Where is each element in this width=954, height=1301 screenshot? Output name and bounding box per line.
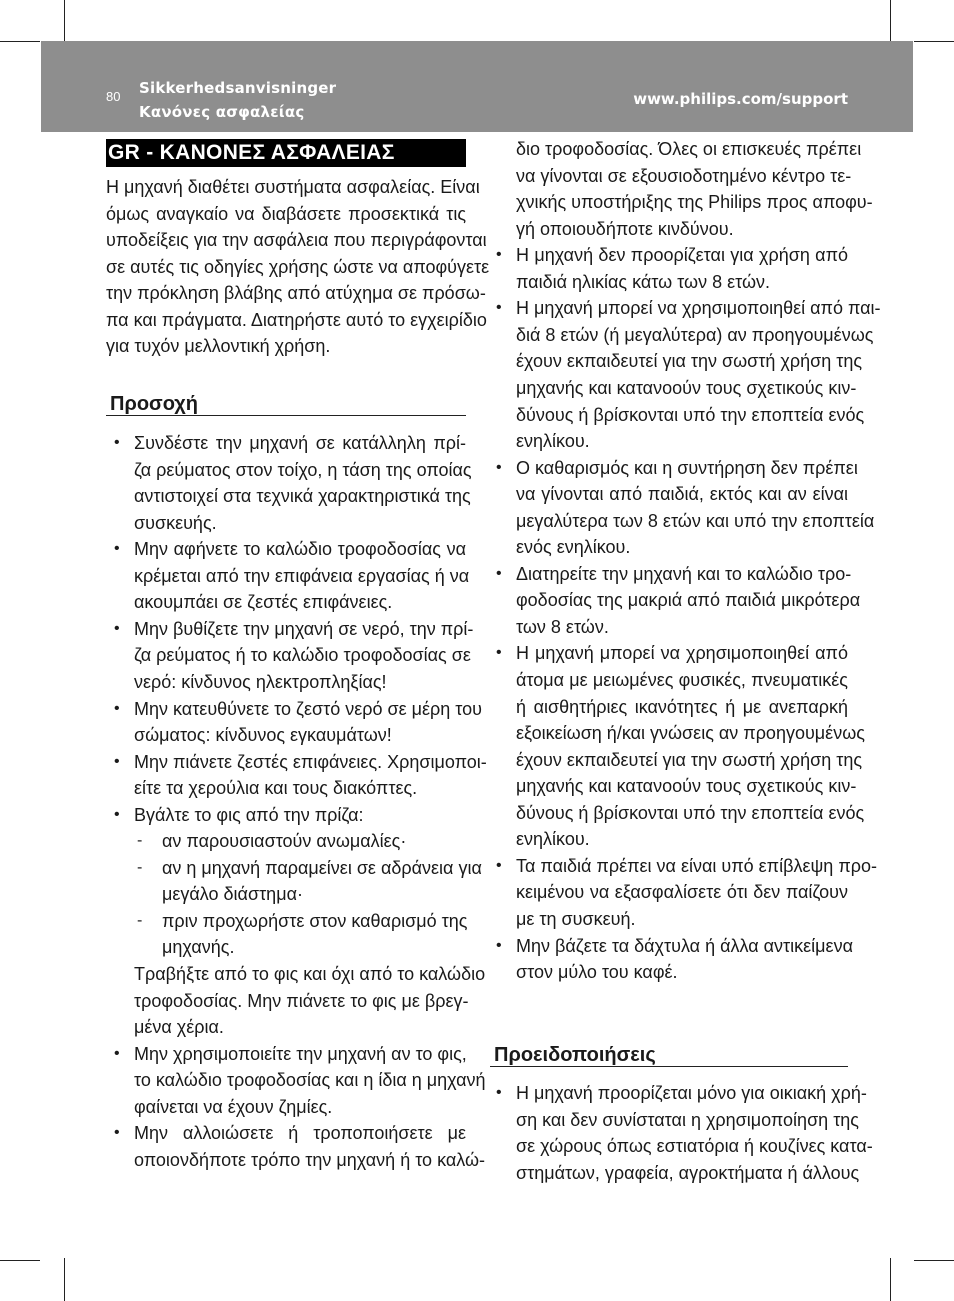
warnings-heading: Προειδοποιήσεις: [490, 1044, 848, 1067]
text-line: των 8 ετών.: [516, 616, 609, 637]
text-line: συσκευής.: [134, 512, 217, 533]
text-line: έχουν εκπαιδευτεί για την σωστή χρήση της: [516, 749, 862, 770]
text-line: είτε τα χερούλια και τους διακόπτες.: [134, 778, 418, 799]
text-line: φαίνεται να έχουν ζημίες.: [134, 1096, 333, 1117]
text-line: μηχανής και κατανοούν τους σχετικούς κιν-: [516, 776, 857, 797]
bullet-icon: •: [496, 458, 502, 476]
text-line: πριν προχωρήστε στον καθαρισμό της: [162, 910, 468, 931]
bullet-icon: •: [114, 752, 120, 770]
bullet-icon: •: [496, 246, 502, 264]
text-line: έχουν εκπαιδευτεί για την σωστή χρήση της: [516, 351, 862, 372]
text-line: δύνους ή βρίσκονται υπό την εποπτεία ενός: [516, 404, 865, 425]
text-line: Η μηχανή δεν προορίζεται για χρήση από: [516, 245, 848, 266]
text-line: γή οποιουδήποτε κινδύνου.: [516, 218, 734, 239]
bullet-icon: •: [114, 805, 120, 823]
text-line: Μην χρησιμοποιείτε την μηχανή αν το φις,: [134, 1043, 467, 1064]
bullet-icon: •: [496, 856, 502, 874]
text-line: παιδιά ηλικίας κάτω των 8 ετών.: [516, 271, 771, 292]
bullet-icon: •: [114, 540, 120, 558]
text-line: Μην βυθίζετε την μηχανή σε νερό, την πρί-: [134, 618, 474, 639]
dash-icon: -: [137, 858, 143, 876]
text-line: Μην αφήνετε το καλώδιο τροφοδοσίας να: [134, 539, 466, 560]
text-line: το καλώδιο τροφοδοσίας και η ίδια η μηχανή: [134, 1070, 486, 1091]
text-line: Τα παιδιά πρέπει να είναι υπό επίβλεψη προ-: [516, 855, 877, 876]
bullet-icon: •: [496, 1084, 502, 1101]
text-line: Ο καθαρισμός και η συντήρηση δεν πρέπει: [516, 457, 858, 478]
dash-icon: -: [137, 832, 143, 850]
bullet-icon: •: [114, 1044, 120, 1062]
bullet-icon: •: [114, 1124, 120, 1142]
text-line: μένα χέρια.: [134, 1017, 224, 1038]
text-line: διά 8 ετών (ή μεγαλύτερα) αν προηγουμένως: [516, 324, 874, 345]
text-line: σε αυτές τις οδηγίες χρήσης ώστε να αποφύγετε: [106, 256, 490, 277]
text-line: ενηλίκου.: [516, 829, 590, 850]
text-line: Συνδέστε την μηχανή σε κατάλληλη πρί-: [134, 433, 466, 453]
text-line: δύνους ή βρίσκονται υπό την εποπτεία ενός: [516, 802, 865, 823]
support-url[interactable]: www.philips.com/support: [633, 90, 848, 108]
text-line: αν η μηχανή παραμείνει σε αδράνεια για: [162, 857, 482, 878]
crop-mark: [0, 41, 40, 42]
text-line: ζα ρεύματος στον τοίχο, η τάση της οποίας: [134, 459, 472, 480]
text-line: ακουμπάει σε ζεστές επιφάνειες.: [134, 592, 393, 613]
section-title: GR - ΚΑΝΟΝΕΣ ΑΣΦΑΛΕΙΑΣ: [106, 139, 466, 167]
text-line: όμως αναγκαίο να διαβάσετε προσεκτικά τις: [106, 203, 466, 224]
text-line: μεγαλύτερα των 8 ετών και υπό την εποπτεία: [516, 510, 875, 531]
text-line: εξοικείωση ή/και γνώσεις αν προηγουμένως: [516, 723, 865, 744]
text-line: Μην κατευθύνετε το ζεστό νερό σε μέρη του: [134, 698, 483, 719]
text-line: ή αισθητήριες ικανότητες ή με ανεπαρκή: [516, 696, 848, 717]
text-line: Η μηχανή μπορεί να χρησιμοποιηθεί από: [516, 643, 848, 664]
text-line: την πρόκληση βλάβης από ατύχημα σε πρόσω-: [106, 283, 486, 304]
text-line: ζα ρεύματος ή το καλώδιο τροφοδοσίας σε: [134, 645, 471, 666]
text-line: νερό: κίνδυνος ηλεκτροπληξίας!: [134, 671, 387, 692]
text-line: για τυχόν μελλοντική χρήση.: [106, 336, 331, 357]
text-line: αν παρουσιαστούν ανωμαλίες·: [162, 831, 407, 852]
text-line: οποιονδήποτε τρόπο την μηχανή ή το καλώ-: [134, 1149, 486, 1170]
bullet-icon: •: [496, 564, 502, 582]
caution-heading: Προσοχή: [106, 393, 466, 416]
header-title-danish: Sikkerhedsanvisninger: [139, 79, 337, 97]
bullet-icon: •: [496, 936, 502, 954]
text-line: σώματος: κίνδυνος εγκαυμάτων!: [134, 725, 392, 746]
crop-mark: [64, 1258, 65, 1301]
bullet-icon: •: [496, 644, 502, 662]
text-line: χνικής υποστήριξης της Philips προς αποφυ-: [516, 192, 873, 213]
text-line: ενός ενηλίκου.: [516, 537, 631, 558]
bullet-icon: •: [496, 299, 502, 317]
text-line: Βγάλτε το φις από την πρίζα:: [134, 804, 364, 825]
text-line: άτομα με μειωμένες φυσικές, πνευματικές: [516, 670, 848, 690]
text-line: στον μύλο του καφέ.: [516, 962, 678, 983]
text-line: κειμένου να εξασφαλίσετε ότι δεν παίζουν: [516, 882, 848, 903]
text-line: κρέμεται από την επιφάνεια εργασίας ή να: [134, 565, 470, 586]
text-line: φοδοσίας της μακριά από παιδιά μικρότερα: [516, 590, 861, 611]
text-line: σε χώρους όπως εστιατόρια ή κουζίνες κατα-: [516, 1136, 873, 1157]
bullet-icon: •: [114, 699, 120, 717]
text-line: μεγάλο διάστημα·: [162, 884, 303, 905]
header-title-greek: Κανόνες ασφαλείας: [139, 103, 305, 121]
crop-mark: [64, 0, 65, 44]
text-line: στημάτων, γραφεία, αγροκτήματα ή άλλους: [516, 1162, 860, 1183]
crop-mark: [0, 1260, 40, 1261]
crop-mark: [890, 1258, 891, 1301]
crop-mark: [914, 1260, 954, 1261]
bullet-icon: •: [114, 619, 120, 637]
text-line: με τη συσκευή.: [516, 908, 636, 929]
dash-icon: -: [137, 911, 143, 929]
text-line: Μην πιάνετε ζεστές επιφάνειες. Χρησιμοποι-: [134, 751, 487, 772]
crop-mark: [890, 0, 891, 44]
text-line: Μην βάζετε τα δάχτυλα ή άλλα αντικείμενα: [516, 935, 853, 956]
text-line: μηχανής και κατανοούν τους σχετικούς κιν-: [516, 377, 857, 398]
text-line: μηχανής.: [162, 937, 235, 958]
text-line: να γίνονται από παιδιά, εκτός και αν είναι: [516, 484, 848, 505]
crop-mark: [914, 41, 954, 42]
text-line: υποδείξεις για την ασφάλεια που περιγράφονται: [106, 230, 487, 251]
text-line: αντιστοιχεί στα τεχνικά χαρακτηριστικά της: [134, 486, 471, 507]
text-line: ενηλίκου.: [516, 431, 590, 452]
page-number: 80: [106, 89, 121, 104]
bullet-icon: •: [114, 434, 120, 451]
text-line: πα και πράγματα. Διατηρήστε αυτό το εγχειρίδιο: [106, 309, 487, 330]
text-line: Διατηρείτε την μηχανή και το καλώδιο τρο-: [516, 563, 852, 584]
text-line: διο τροφοδοσίας. Όλες οι επισκευές πρέπει: [516, 139, 862, 159]
text-line: ση και δεν συνίσταται η χρησιμοποίηση της: [516, 1109, 859, 1130]
text-line: τροφοδοσίας. Μην πιάνετε το φις με βρεγ-: [134, 990, 469, 1011]
text-line: να γίνονται σε εξουσιοδοτημένο κέντρο τε-: [516, 165, 852, 186]
text-line: Η μηχανή μπορεί να χρησιμοποιηθεί από παι-: [516, 298, 881, 319]
text-line: Η μηχανή προορίζεται μόνο για οικιακή χρή-: [516, 1083, 867, 1103]
text-line: Η μηχανή διαθέτει συστήματα ασφαλείας. Είναι: [106, 177, 480, 197]
text-line: Τραβήξτε από το φις και όχι από το καλώδιο: [134, 964, 486, 984]
text-line: Μην αλλοιώσετε ή τροποποιήσετε με: [134, 1123, 466, 1144]
